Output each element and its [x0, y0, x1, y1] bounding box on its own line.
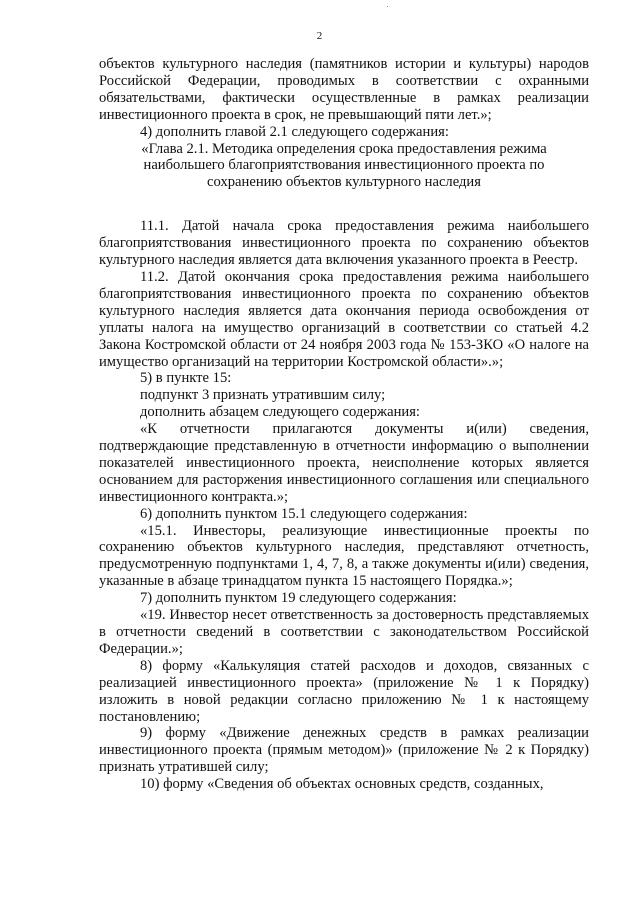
heading-spacer — [99, 191, 589, 218]
paragraph-reporting-quote: «К отчетности прилагаются документы и(или) сведения, подтверждающие представленную в отчетности информацию о выполнении показателей инвестиционного проекта, неисполнение которых является основанием для расторжения инвестиционного соглашения или специального инвестиционного контракта.»; — [99, 421, 589, 505]
paragraph-15-1: «15.1. Инвесторы, реализующие инвестиционные проекты по сохранению объектов культурного наследия, представляют отчетность, предусмотренную подпунктами 1, 4, 7, 8, а также документы и(или) сведения, указанные в абзаце тринадцатом пункта 15 настоящего Порядка.»; — [99, 522, 589, 590]
paragraph-item-4: 4) дополнить главой 2.1 следующего содержания: — [140, 123, 449, 140]
paragraph-item-10: 10) форму «Сведения об объектах основных средств, созданных, — [140, 776, 544, 793]
paragraph-continuation: объектов культурного наследия (памятников истории и культуры) народов Российской Федерации, проводимых в соответствии с охранными обязательствами, фактически осуществленные в рамках реализации инвестиционного проекта в срок, не превышающий пяти лет.»; — [99, 56, 589, 123]
document-body — [99, 56, 589, 793]
chapter-heading-line-1: «Глава 2.1. Методика определения срока предоставления режима — [141, 140, 547, 157]
scan-speck — [387, 6, 388, 7]
paragraph-item-8: 8) форму «Калькуляция статей расходов и доходов, связанных с реализацией инвестиционного проекта» (приложение № 1 к Порядку) изложить в новой редакции согласно приложению № 1 к настоящему постановлению; — [99, 657, 589, 725]
paragraph-item-7: 7) дополнить пунктом 19 следующего содержания: — [140, 590, 457, 607]
paragraph-add-abzats: дополнить абзацем следующего содержания: — [140, 404, 420, 421]
page-number: 2 — [316, 30, 323, 42]
paragraph-item-9: 9) форму «Движение денежных средств в рамках реализации инвестиционного проекта (прямым методом)» (приложение № 2 к Порядку) признать утратившей силу; — [99, 725, 589, 776]
paragraph-19: «19. Инвестор несет ответственность за достоверность представляемых в отчетности сведений в соответствии с законодательством Российской Федерации.»; — [99, 607, 589, 657]
paragraph-11-1: 11.1. Датой начала срока предоставления режима наибольшего благоприятствования инвестиционного проекта по сохранению объектов культурного наследия является дата включения указанного проекта в Реестр. — [99, 218, 589, 269]
chapter-heading-line-3: сохранению объектов культурного наследия — [207, 174, 481, 191]
chapter-heading-line-2: наибольшего благоприятствования инвестиционного проекта по — [143, 157, 545, 174]
paragraph-item-5: 5) в пункте 15: — [140, 370, 232, 387]
paragraph-subitem-3: подпункт 3 признать утратившим силу; — [140, 387, 386, 404]
paragraph-item-6: 6) дополнить пунктом 15.1 следующего содержания: — [140, 505, 468, 522]
paragraph-11-2: 11.2. Датой окончания срока предоставления режима наибольшего благоприятствования инвестиционного проекта по сохранению объектов культурного наследия является дата окончания периода освобождения от уплаты налога на имущество организаций в соответствии со статьей 4.2 Закона Костромской области от 24 ноября 2003 года № 153-ЗКО «О налоге на имущество организаций на территории Костромской области».»; — [99, 268, 589, 370]
